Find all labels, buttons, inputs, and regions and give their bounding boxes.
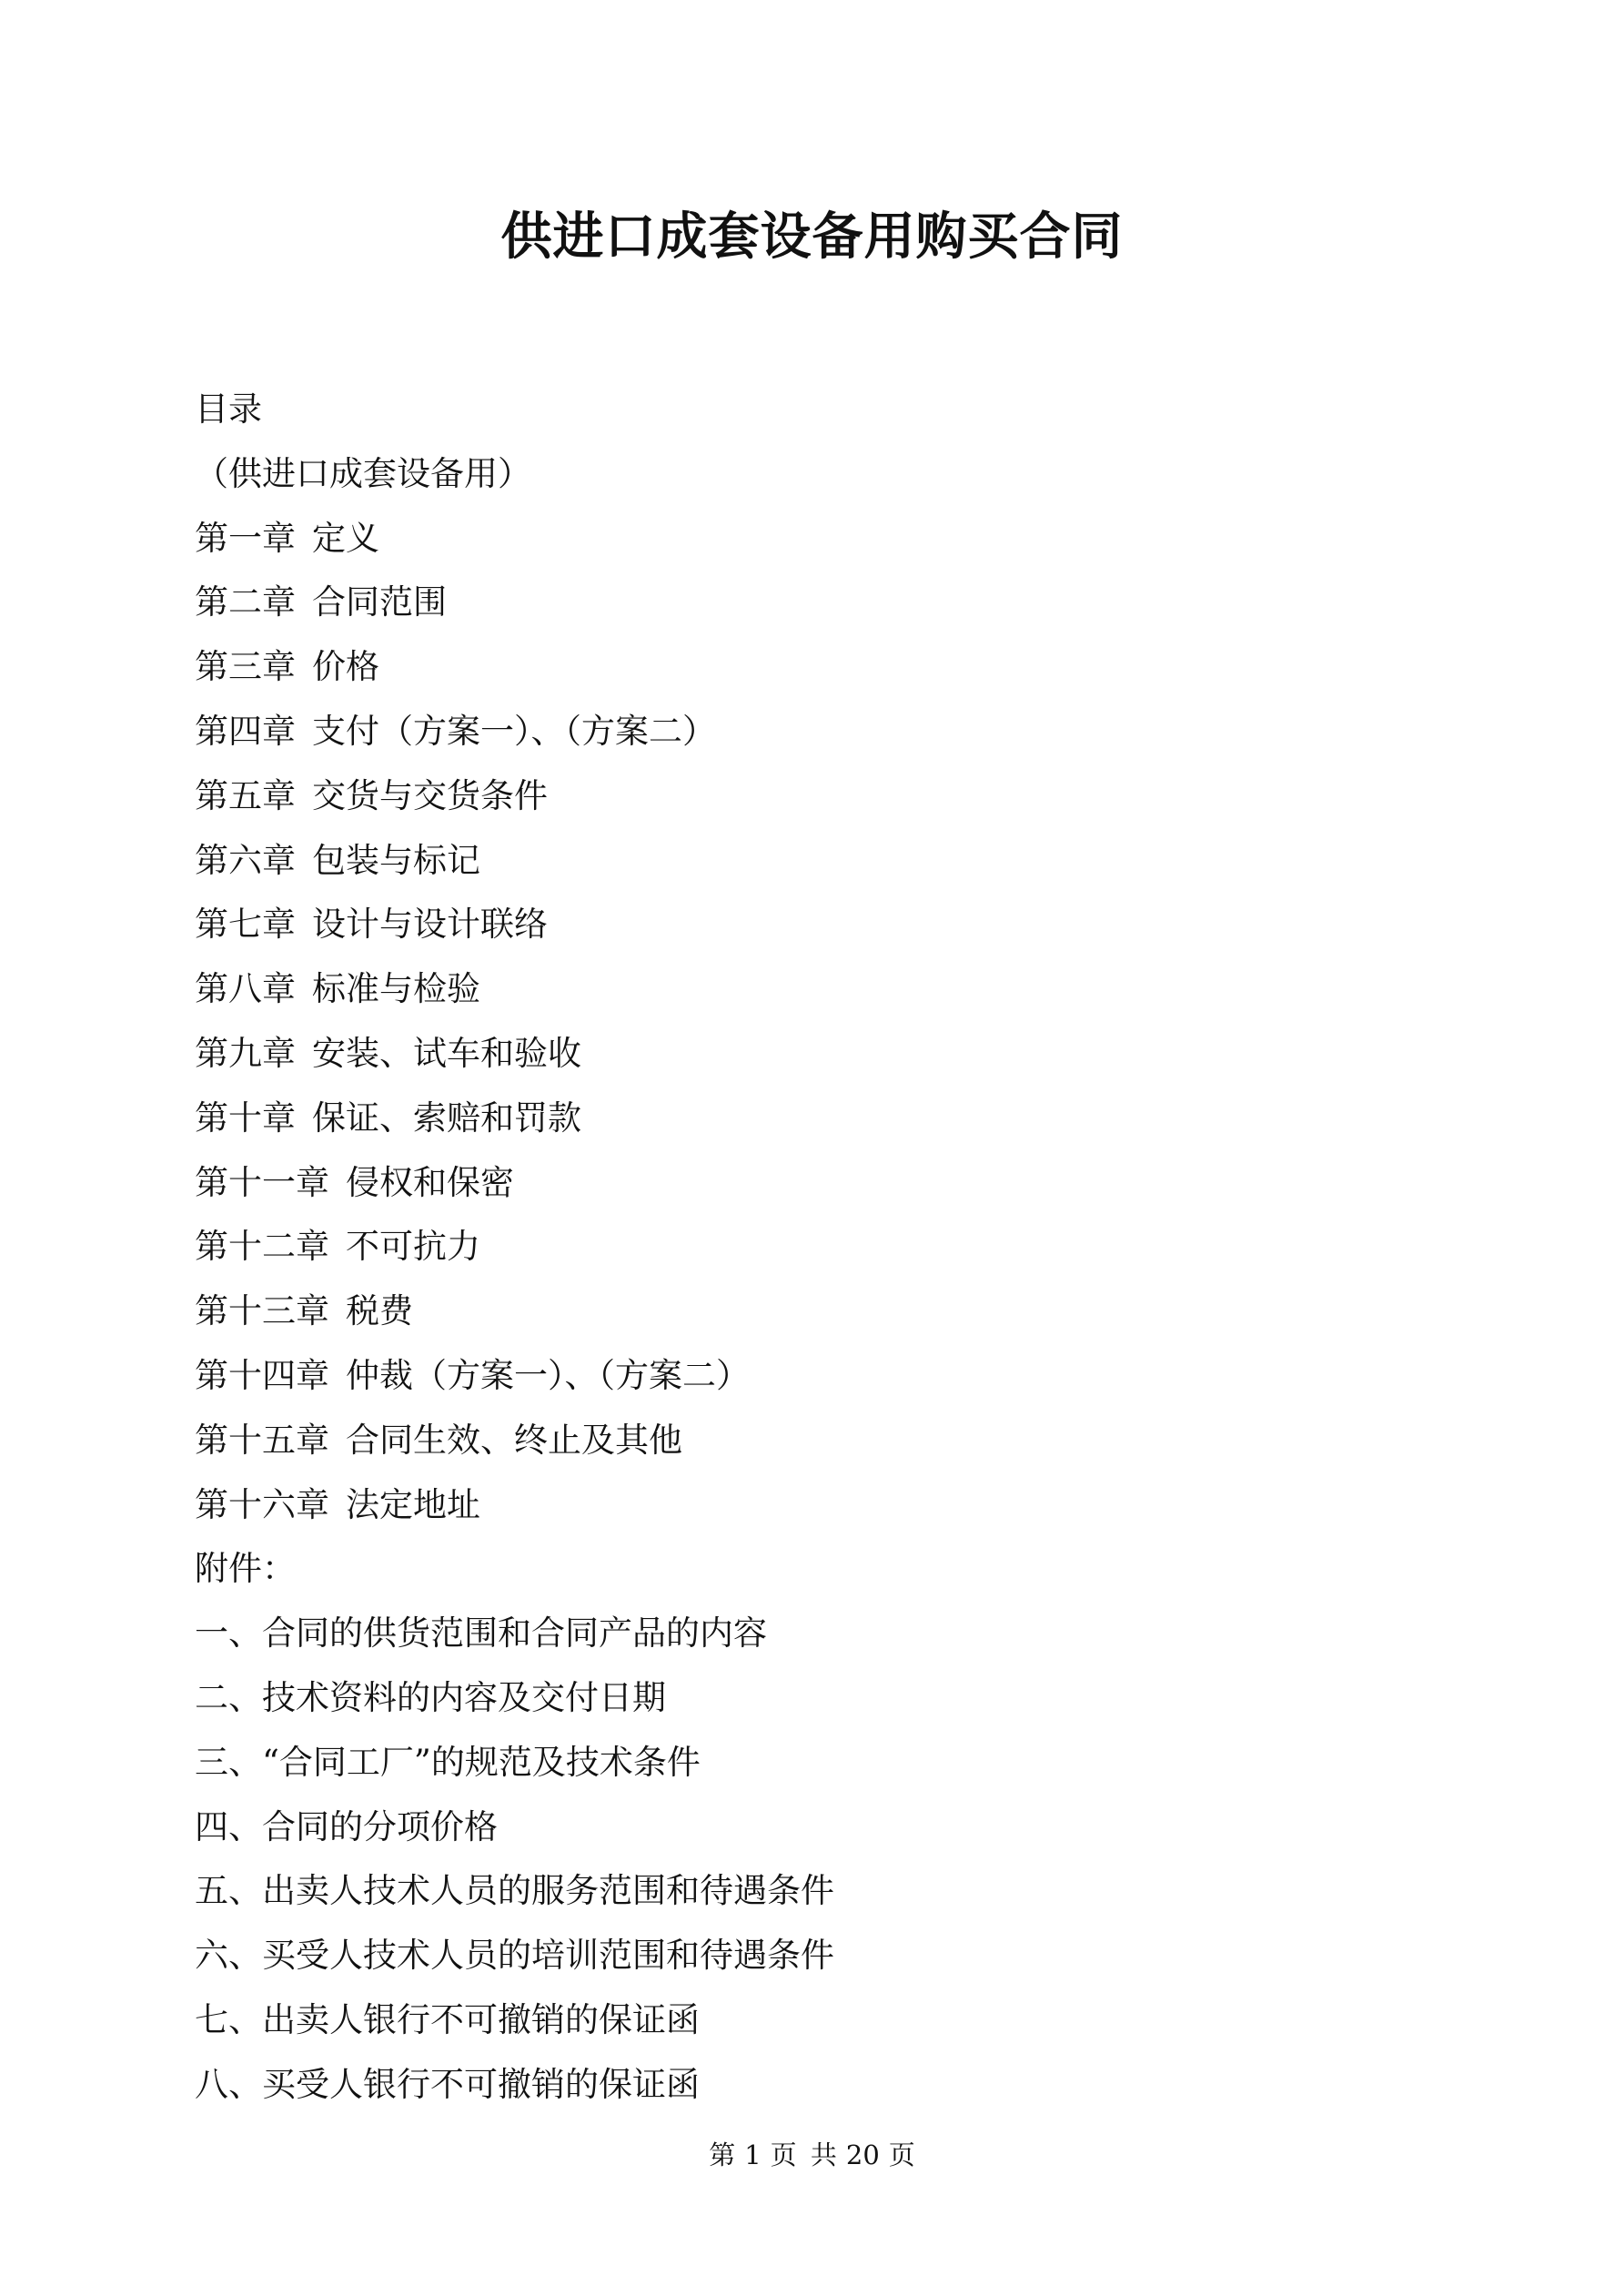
document-title: 供进口成套设备用购买合同 — [500, 207, 1124, 267]
chapter-title: 标准与检验 — [312, 969, 480, 1009]
chapter-title: 定义 — [312, 518, 379, 558]
chapter-number: 第十章 — [195, 1097, 296, 1138]
toc-chapter-14 — [195, 1344, 1468, 1409]
chapter-title: 保证、索赔和罚款 — [312, 1097, 581, 1138]
toc-appendix-heading: 附件： — [195, 1549, 296, 1589]
toc-appendix-6: 六、买受人技术人员的培训范围和待遇条件 — [195, 1936, 834, 1976]
toc-chapter-3 — [195, 635, 1468, 700]
chapter-number: 第九章 — [195, 1033, 296, 1073]
toc-chapter-12 — [195, 1215, 1468, 1279]
page-footer — [0, 2137, 1624, 2173]
chapter-number: 第十三章 — [195, 1291, 329, 1331]
toc-appendix-8: 八、买受人银行不可撤销的保证函 — [195, 2064, 700, 2104]
toc-chapter-15 — [195, 1409, 1468, 1473]
chapter-number: 第十六章 — [195, 1484, 329, 1524]
chapter-number: 第八章 — [195, 969, 296, 1009]
chapter-number: 第十四章 — [195, 1355, 329, 1395]
page-prefix: 第 — [709, 2139, 736, 2170]
toc-chapter-11 — [195, 1151, 1468, 1216]
toc-chapter-8 — [195, 957, 1468, 1022]
chapter-title: 仲裁（方案一）、（方案二） — [346, 1355, 750, 1395]
toc-chapter-4 — [195, 700, 1468, 764]
chapter-number: 第六章 — [195, 840, 296, 880]
toc-chapter-16 — [195, 1473, 1468, 1538]
toc-appendix-7: 七、出卖人银行不可撤销的保证函 — [195, 1999, 700, 2039]
page-total: 20 — [845, 2139, 880, 2170]
toc-chapter-6 — [195, 829, 1468, 894]
chapter-number: 第二章 — [195, 582, 296, 622]
chapter-title: 设计与设计联络 — [312, 905, 548, 945]
chapter-title: 合同范围 — [312, 582, 447, 622]
chapter-title: 支付（方案一）、（方案二） — [312, 711, 716, 751]
chapter-number: 第十二章 — [195, 1227, 329, 1267]
toc-appendix-5: 五、出卖人技术人员的服务范围和待遇条件 — [195, 1871, 834, 1911]
chapter-title: 不可抗力 — [346, 1227, 480, 1267]
page-current: 1 — [744, 2139, 762, 2170]
chapter-number: 第十五章 — [195, 1420, 329, 1460]
toc-chapter-1 — [195, 507, 1468, 571]
toc-appendix-1: 一、合同的供货范围和合同产品的内容 — [195, 1613, 767, 1654]
toc-chapter-10 — [195, 1087, 1468, 1151]
table-of-contents — [195, 378, 1468, 2118]
page-suffix: 页 — [888, 2139, 915, 2170]
toc-chapter-2 — [195, 571, 1468, 635]
chapter-number: 第一章 — [195, 518, 296, 558]
chapter-title: 价格 — [312, 647, 379, 687]
chapter-title: 安装、试车和验收 — [312, 1033, 581, 1073]
chapter-title: 交货与交货条件 — [312, 775, 548, 815]
toc-appendix-4: 四、合同的分项价格 — [195, 1806, 498, 1846]
toc-chapter-9 — [195, 1022, 1468, 1087]
toc-appendix-2: 二、技术资料的内容及交付日期 — [195, 1677, 666, 1717]
toc-heading: 目录 — [195, 389, 262, 429]
toc-chapter-5 — [195, 764, 1468, 829]
chapter-title: 合同生效、终止及其他 — [346, 1420, 682, 1460]
chapter-number: 第十一章 — [195, 1162, 329, 1202]
toc-appendix-3: 三、“合同工厂”的规范及技术条件 — [195, 1742, 701, 1782]
toc-subtitle: （供进口成套设备用） — [195, 453, 531, 493]
chapter-title: 侵权和保密 — [346, 1162, 514, 1202]
chapter-title: 税费 — [346, 1291, 413, 1331]
chapter-title: 法定地址 — [346, 1484, 480, 1524]
chapter-number: 第七章 — [195, 905, 296, 945]
chapter-number: 第三章 — [195, 647, 296, 687]
chapter-number: 第五章 — [195, 775, 296, 815]
toc-chapter-13 — [195, 1279, 1468, 1344]
chapter-number: 第四章 — [195, 711, 296, 751]
page-mid: 页 共 — [770, 2139, 837, 2170]
toc-chapter-7 — [195, 893, 1468, 957]
chapter-title: 包装与标记 — [312, 840, 480, 880]
